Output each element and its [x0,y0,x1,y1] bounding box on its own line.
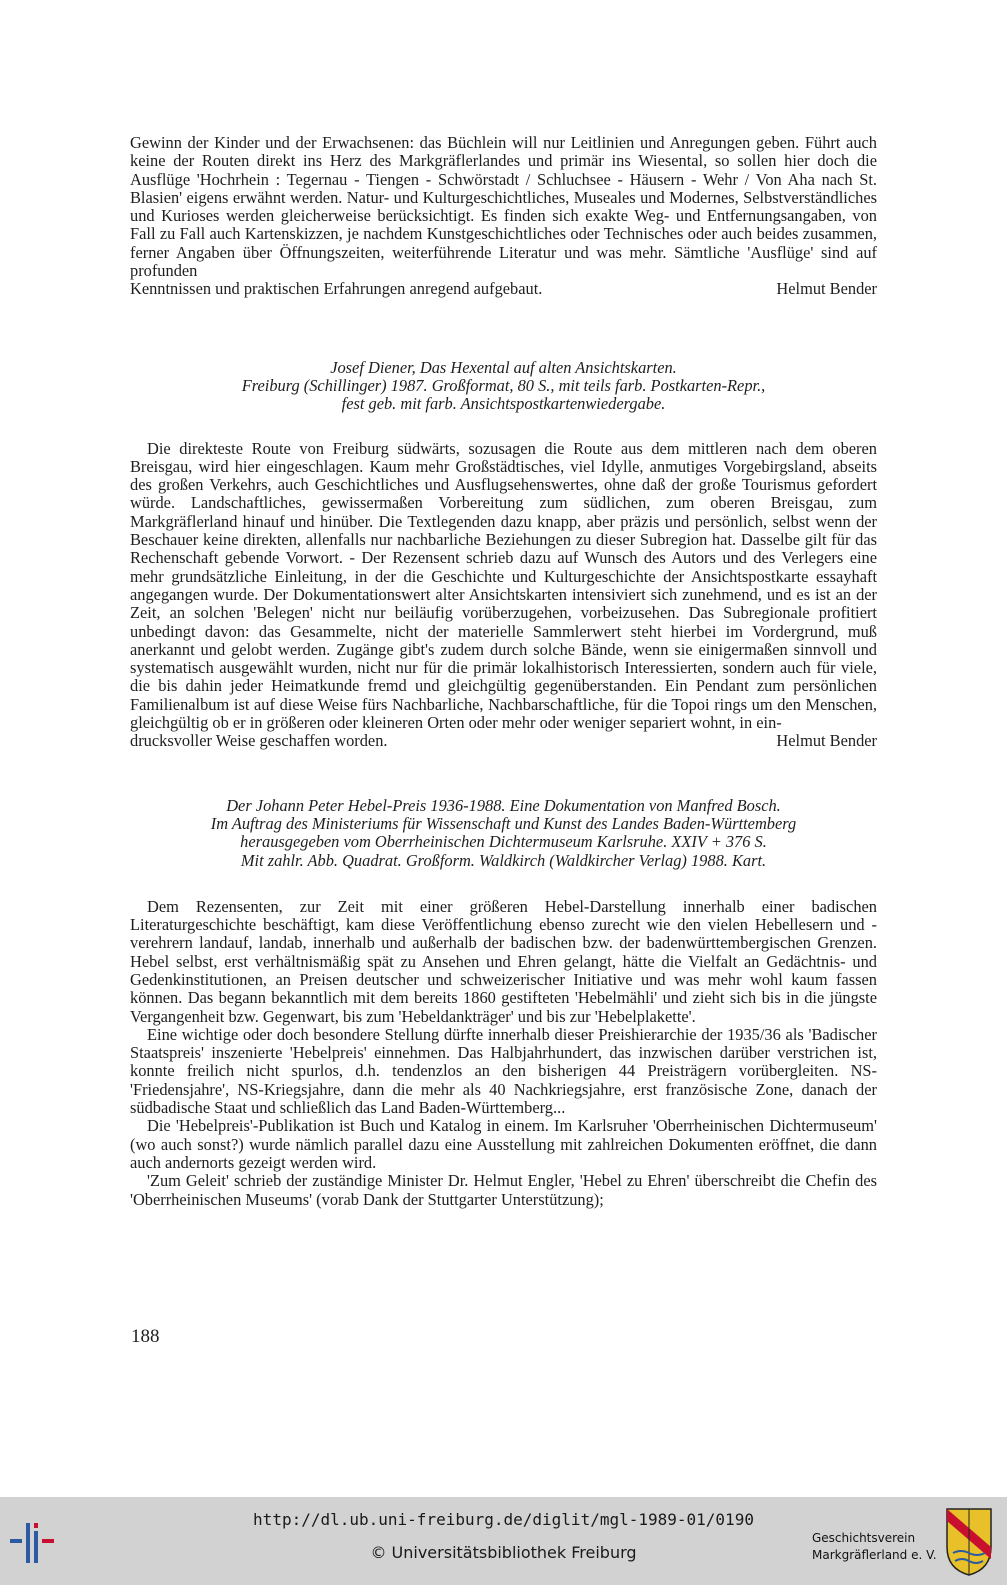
bib-line: Im Auftrag des Ministeriums für Wissenschaft und Kunst des Landes Baden-Württemberg [210,813,797,833]
review-2-last-line [130,732,877,750]
bib-line: fest geb. mit farb. Ansichtspostkartenwiedergabe. [341,394,666,414]
society-name [812,1530,937,1564]
review-1-signature: Helmut Bender [776,279,877,299]
review-2-body [130,440,877,733]
society-name-line-1: Geschichtsverein [812,1531,916,1545]
review-1-last-line [130,280,877,298]
review-3-paragraph-2: Eine wichtige oder doch besondere Stellung dürfte innerhalb dieser Preishierarchie der 1935/36 als 'Badischer Staatspreis' inszenierte 'Hebelpreis' einnehmen. Das Halbjahrhundert, das inzwischen darüber verstrichen ist, konnte freilich nicht spurlos, d.h. tendenzlos an den bisherigen 44 Preisträgern vorübergleiten. NS-'Friedensjahre', NS-Kriegsjahre, dann die mehr als 40 Nachkriegsjahre, erst französische Zone, danach der südbadische Staat und schließlich das Land Baden-Württemberg... [130,1024,877,1118]
review-2-signature: Helmut Bender [776,731,877,751]
review-3-bibliography [130,797,877,870]
review-1-body [130,134,877,299]
review-2-text: Die direkteste Route von Freiburg südwärts, sozusagen die Route aus dem mittleren nach dem oberen Breisgau, wird hier eingeschlagen. Kaum mehr Großstädtisches, viel Idylle, anmutiges Vorgebirgsland, abseits des großen Verkehrs, auch Geschichtliches und Ausflugsehenswertes, ohne daß der große Tourismus gefordert würde. Landschaftliches, gewissermaßen Vorbereitung zum südlichen, zum oberen Breisgau, zum Markgräflerland hinauf und hinüber. Die Textlegenden dazu knapp, aber präzis und persönlich, selbst wenn der Beschauer keine direkten, allenfalls nur nachbarliche Beziehungen zu dieser Subregion hat. Dasselbe gilt für das Rechenschaft gebende Vorwort. - Der Rezensent schrieb dazu auf Wunsch des Autors und des Verlegers eine mehr grundsätzliche Einleitung, in der die Geschichte und Kulturgeschichte der Ansichtspostkarte essayhaft angegangen wurde. Der Dokumentationswert alter Ansichtskarten intensiviert sich zunehmend, und es ist an der Zeit, an solchen 'Belegen' nicht nur beiläufig vorüberzugehen, vorbeizusehen. Das Subregionale profitiert unbedingt davon: das Gesammelte, nicht der materielle Sammlerwert steht hierbei im Vordergrund, muß anerkannt und gelobt werden. Zugänge gibt's zudem durch solche Bände, wenn sie einigermaßen sinnvoll und systematisch ausgewählt wurden, nicht nur für die primär lokalhistorisch Interessierten, sondern auch für viele, die bis dahin jeder Heimatkunde fremd und gleichgültig gegenüberstanden. Ein Pendant zum persönlichen Familienalbum ist auf diese Weise fürs Nachbarliche, Nachbarschaftliche, für die Topoi rings um den Menschen, gleichgültig ob er in größeren oder kleineren Orten oder mehr oder weniger separiert wohnt, in ein- [130,438,877,733]
review-3-paragraph-1: Dem Rezensenten, zur Zeit mit einer größeren Hebel-Darstellung innerhalb einer badischen Literaturgeschichte beschäftigt, kam diese Veröffentlichung ebenso zurecht wie den vielen Hebellesern und -verehrern landauf, landab, innerhalb und außerhalb der badischen bzw. der badenwürttembergischen Grenzen. Hebel selbst, erst verhältnismäßig spät zu Ansehen und Ehren gelangt, hätte die Vielfalt an Gedächtnis- und Gedenkinstitutionen, an Preisen deutscher und schweizerischer Initiative und was mehr wohl kaum fassen können. Das begann bekanntlich mit dem bereits 1860 gestifteten 'Hebelmähli' und zieht sich bis in die jüngste Vergangenheit bzw. Gegenwart, bis zum 'Hebeldankträger' und bis zur 'Hebelplakette'. [130,896,877,1026]
permalink-url[interactable]: http://dl.ub.uni-freiburg.de/diglit/mgl-1989-01/0190 [253,1510,754,1529]
review-3-paragraph-4: 'Zum Geleit' schrieb der zuständige Minister Dr. Helmut Engler, 'Hebel zu Ehren' überschreibt die Chefin des 'Oberrheinischen Museums' (vorab Dank der Stuttgarter Unterstützung); [130,1171,877,1209]
society-name-line-2: Markgräflerland e. V. [812,1548,937,1562]
page-number: 188 [131,1326,160,1347]
page-content [130,134,877,1209]
review-2-bibliography [130,359,877,414]
review-2-last-text: drucksvoller Weise geschaffen worden. [130,731,388,751]
footer-bar [0,1497,1007,1585]
copyright-text: © Universitätsbibliothek Freiburg [370,1543,637,1562]
bib-line: Josef Diener, Das Hexental auf alten Ansichtskarten. [330,357,677,377]
bib-line: Mit zahlr. Abb. Quadrat. Großform. Waldkirch (Waldkircher Verlag) 1988. Kart. [240,850,767,870]
review-3-paragraph-3: Die 'Hebelpreis'-Publikation ist Buch und Katalog in einem. Im Karlsruher 'Oberrheinischen Dichtermuseum' (wo auch sonst?) wurde nämlich parallel dazu eine Ausstellung mit zahlreichen Dokumenten eröffnet, die dann auch andernorts gezeigt werden wird. [130,1116,877,1172]
review-1-last-text: Kenntnissen und praktischen Erfahrungen anregend aufgebaut. [130,279,543,299]
review-1-text: Gewinn der Kinder und der Erwachsenen: das Büchlein will nur Leitlinien und Anregungen geben. Führt auch keine der Routen direkt ins Herz des Markgräflerlandes und primär ins Wiesental, so sollen hier doch die Ausflüge 'Hochrhein : Tegernau - Tiengen - Schwörstadt / Schluchsee - Häusern - Wehr / Von Aha nach St. Blasien' eigens erwähnt werden. Natur- und Kulturgeschichtliches, Museales und Modernes, Selbstverständliches und Kurioses werden gleicherweise berücksichtigt. Es finden sich exakte Weg- und Entfernungsangaben, von Fall zu Fall auch Kartenskizzen, je nachdem Kunstgeschichtliches oder Technisches oder auch beides zusammen, ferner Angaben über Öffnungszeiten, weiterführende Literatur und was mehr. Sämtliche 'Ausflüge' sind auf profunden [130,133,877,281]
bib-line: Der Johann Peter Hebel-Preis 1936-1988. Eine Dokumentation von Manfred Bosch. [226,795,781,815]
coat-of-arms-icon[interactable] [945,1507,993,1577]
bib-line: Freiburg (Schillinger) 1987. Großformat, 80 S., mit teils farb. Postkarten-Repr., [241,375,766,395]
bib-line: herausgegeben vom Oberrheinischen Dichtermuseum Karlsruhe. XXIV + 376 S. [240,832,767,852]
